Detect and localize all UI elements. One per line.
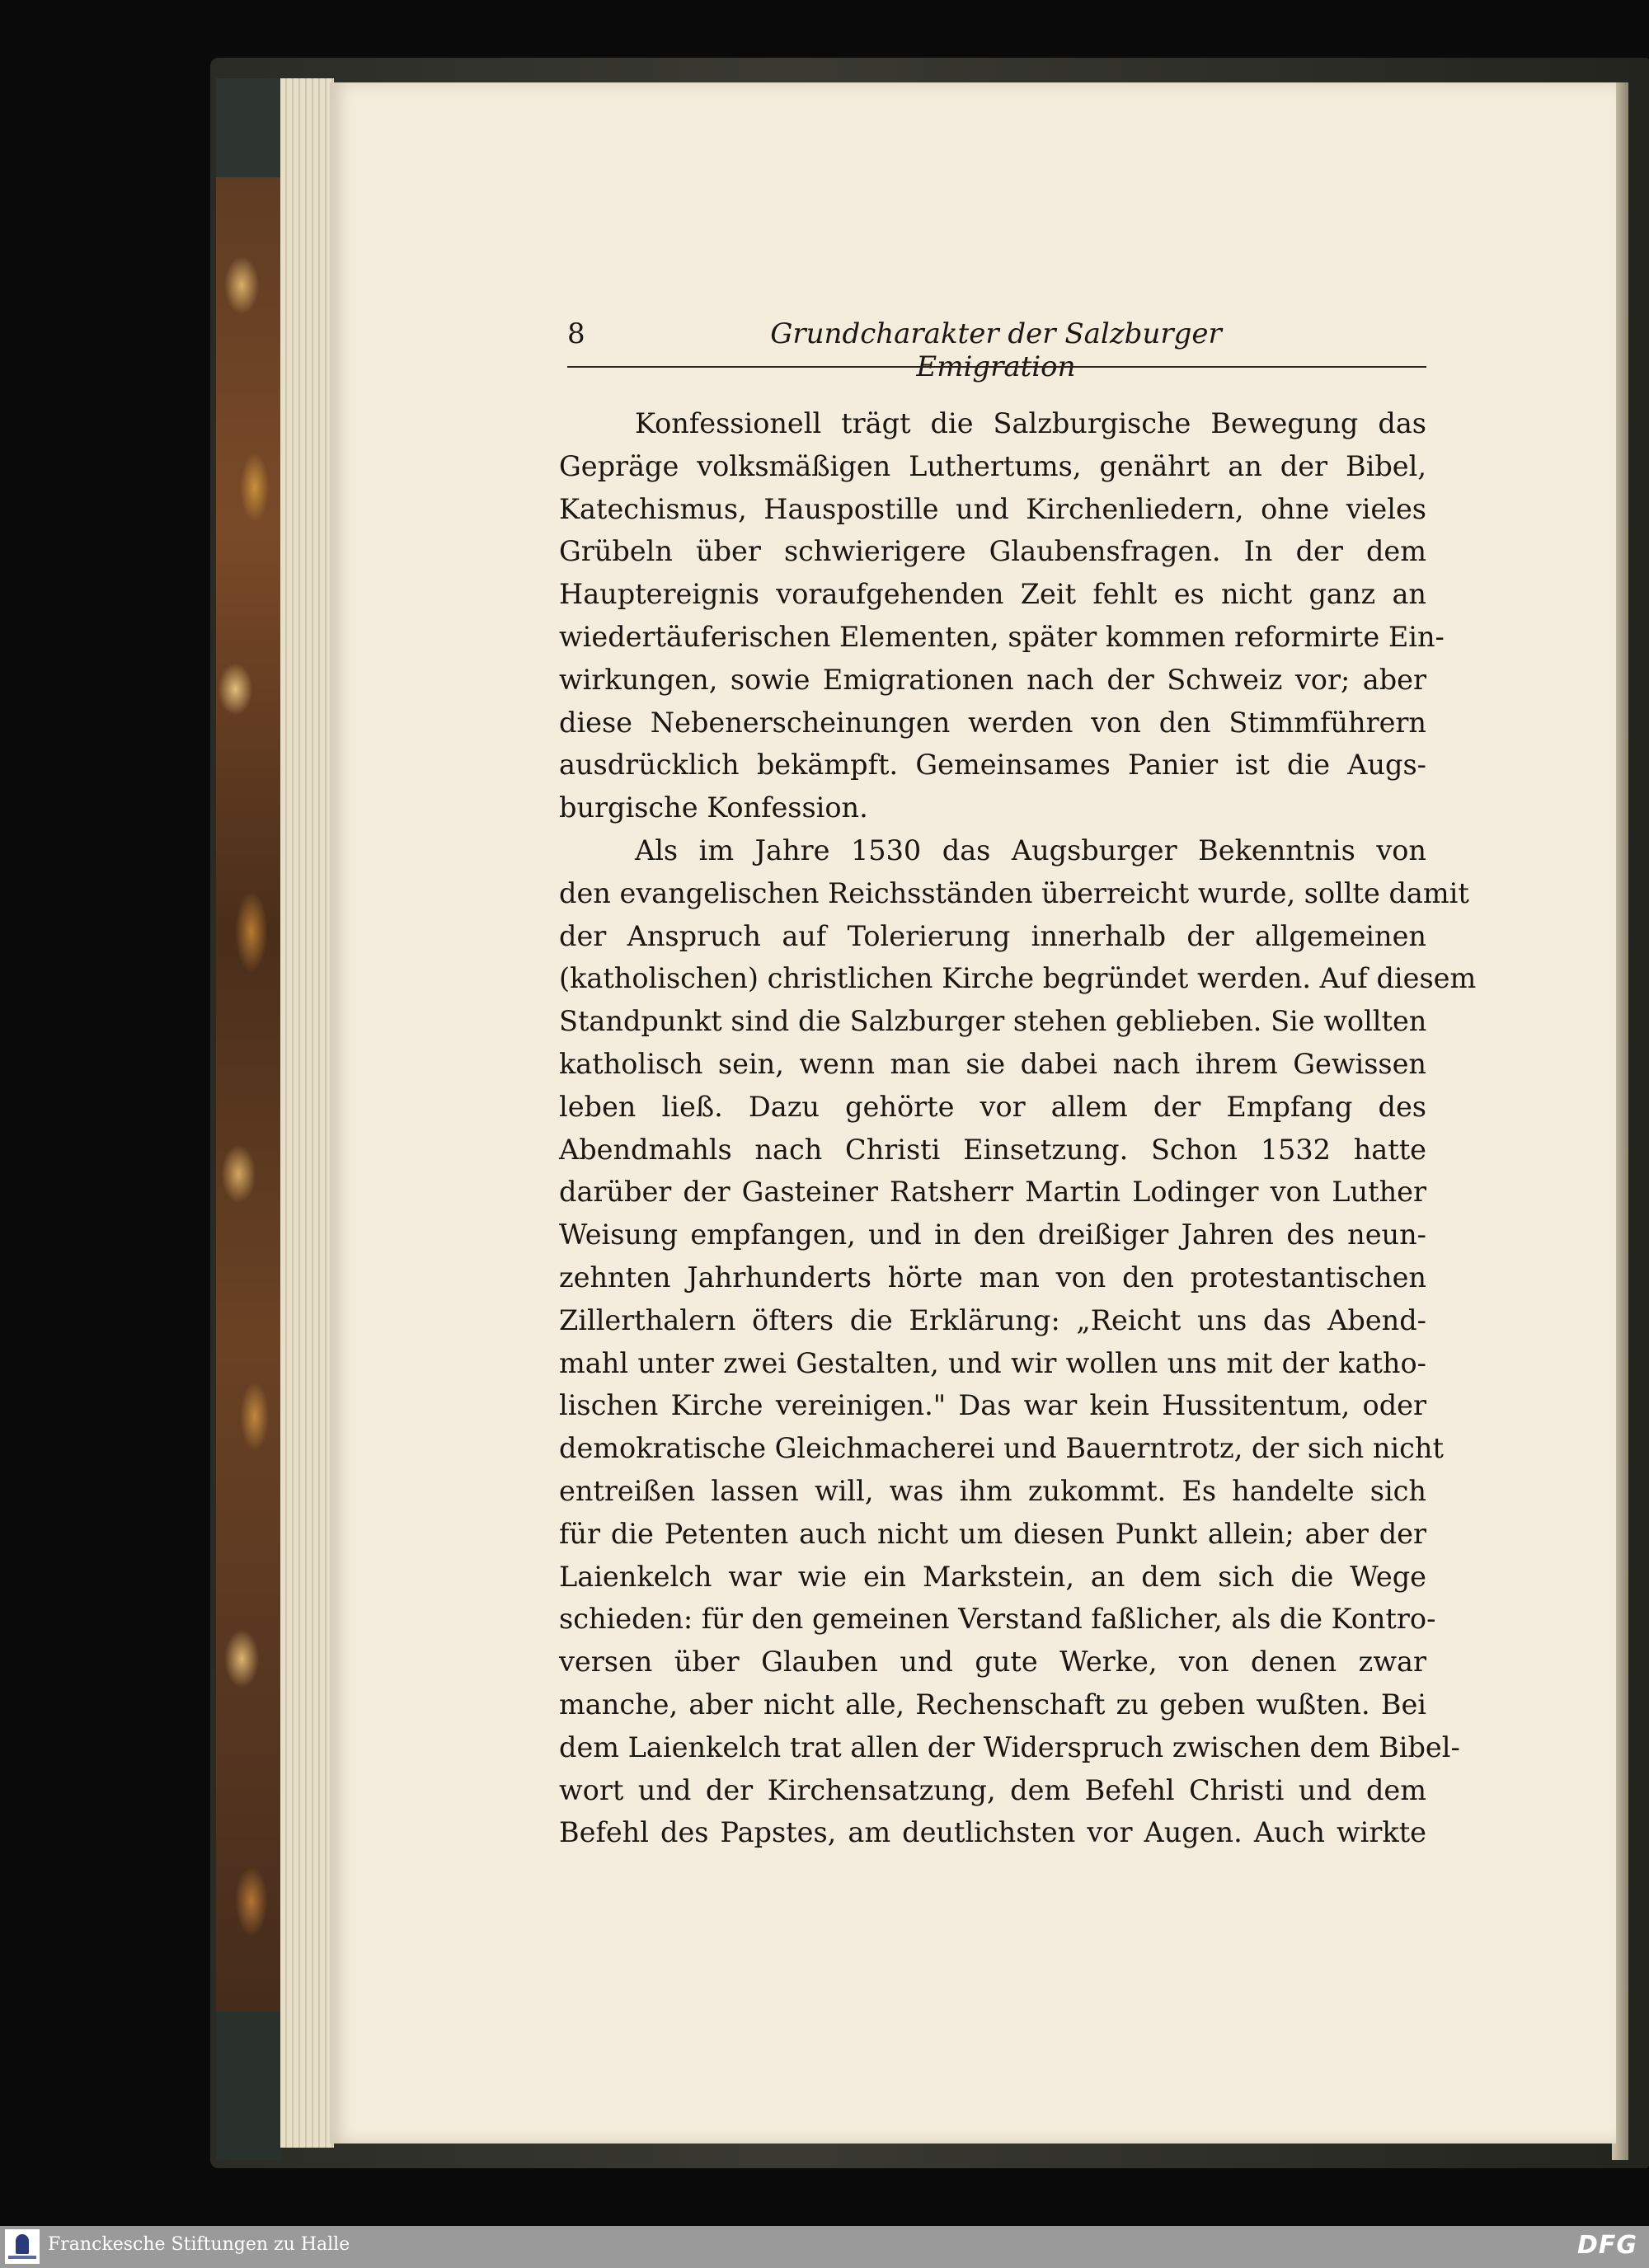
text-line: entreißen lassen will, was ihm zukommt. Es handelte sich <box>559 1474 1426 1507</box>
text-line: wiedertäuferischen Elementen, später kommen reformirte Ein- <box>559 620 1445 653</box>
text-line: Gepräge volksmäßigen Luthertums, genährt an der Bibel, <box>559 449 1426 482</box>
text-line: Grübeln über schwierigere Glaubensfragen. In der dem <box>559 535 1426 568</box>
institution-link[interactable]: Franckesche Stiftungen zu Halle <box>48 2234 350 2255</box>
running-head <box>567 317 1426 383</box>
text-line: versen über Glauben und gute Werke, von denen zwar <box>559 1646 1426 1679</box>
text-line: den evangelischen Reichsständen überreicht wurde, sollte damit <box>559 876 1469 909</box>
text-line: darüber der Gasteiner Ratsherr Martin Lodinger von Luther <box>559 1176 1426 1209</box>
text-line: Standpunkt sind die Salzburger stehen geblieben. Sie wollten <box>559 1005 1427 1038</box>
footer-bar <box>0 2226 1649 2268</box>
text-line: lischen Kirche vereinigen." Das war kein Hussitentum, oder <box>559 1389 1426 1422</box>
text-line: zehnten Jahrhunderts hörte man von den protestantischen <box>559 1261 1426 1294</box>
text-line: leben ließ. Dazu gehörte vor allem der Empfang des <box>559 1090 1426 1123</box>
running-title: Grundcharakter der Salzburger Emigration <box>770 317 1222 383</box>
text-line: ausdrücklich bekämpft. Gemeinsames Panier ist die Augs- <box>559 749 1426 782</box>
text-line: Befehl des Papstes, am deutlichsten vor Augen. Auch wirkte <box>559 1816 1426 1849</box>
text-line: Als im Jahre 1530 das Augsburger Bekenntnis von <box>635 833 1426 866</box>
text-line: Zillerthalern öfters die Erklärung: „Reicht uns das Abend- <box>559 1303 1426 1336</box>
institution-logo-icon[interactable] <box>5 2229 40 2264</box>
body-text <box>559 402 1477 1854</box>
logo-emblem <box>16 2234 29 2254</box>
leather-corner-top <box>216 78 282 177</box>
text-line: burgische Konfession. <box>559 791 868 824</box>
text-line: (katholischen) christlichen Kirche begründet werden. Auf diesem <box>559 962 1477 995</box>
dfg-logo[interactable]: DFG <box>1576 2231 1637 2260</box>
page-number: 8 <box>567 317 585 350</box>
leather-corner-bottom <box>216 2012 282 2160</box>
text-line: wirkungen, sowie Emigrationen nach der Schweiz vor; aber <box>559 663 1426 696</box>
text-line: Katechismus, Hauspostille und Kirchenliedern, ohne vieles <box>559 492 1426 525</box>
text-line: der Anspruch auf Tolerierung innerhalb der allgemeinen <box>559 919 1426 952</box>
text-line: Konfessionell trägt die Salzburgische Bewegung das <box>635 407 1426 439</box>
text-line: diese Nebenerscheinungen werden von den Stimmführern <box>559 706 1426 739</box>
text-line: für die Petenten auch nicht um diesen Punkt allein; aber der <box>559 1517 1426 1550</box>
text-line: Hauptereignis voraufgehenden Zeit fehlt es nicht ganz an <box>559 578 1426 611</box>
text-line: manche, aber nicht alle, Rechenschaft zu geben wußten. Bei <box>559 1688 1426 1721</box>
text-line: demokratische Gleichmacherei und Bauerntrotz, der sich nicht <box>559 1432 1444 1465</box>
text-line: Weisung empfangen, und in den dreißiger Jahren des neun- <box>559 1219 1426 1251</box>
text-line: katholisch sein, wenn man sie dabei nach ihrem Gewissen <box>559 1047 1426 1080</box>
logo-caption <box>8 2256 36 2259</box>
page-edges <box>280 78 334 2148</box>
header-rule <box>567 366 1426 368</box>
text-line: Abendmahls nach Christi Einsetzung. Schon 1532 hatte <box>559 1133 1426 1166</box>
text-line: dem Laienkelch trat allen der Widerspruch zwischen dem Bibel- <box>559 1730 1460 1763</box>
text-line: wort und der Kirchensatzung, dem Befehl Christi und dem <box>559 1773 1426 1806</box>
text-line: mahl unter zwei Gestalten, und wir wollen uns mit der katho- <box>559 1346 1426 1379</box>
text-line: schieden: für den gemeinen Verstand faßlicher, als die Kontro- <box>559 1603 1436 1636</box>
marbled-endpaper <box>216 124 280 2144</box>
text-line: Laienkelch war wie ein Markstein, an dem sich die Wege <box>559 1560 1426 1593</box>
